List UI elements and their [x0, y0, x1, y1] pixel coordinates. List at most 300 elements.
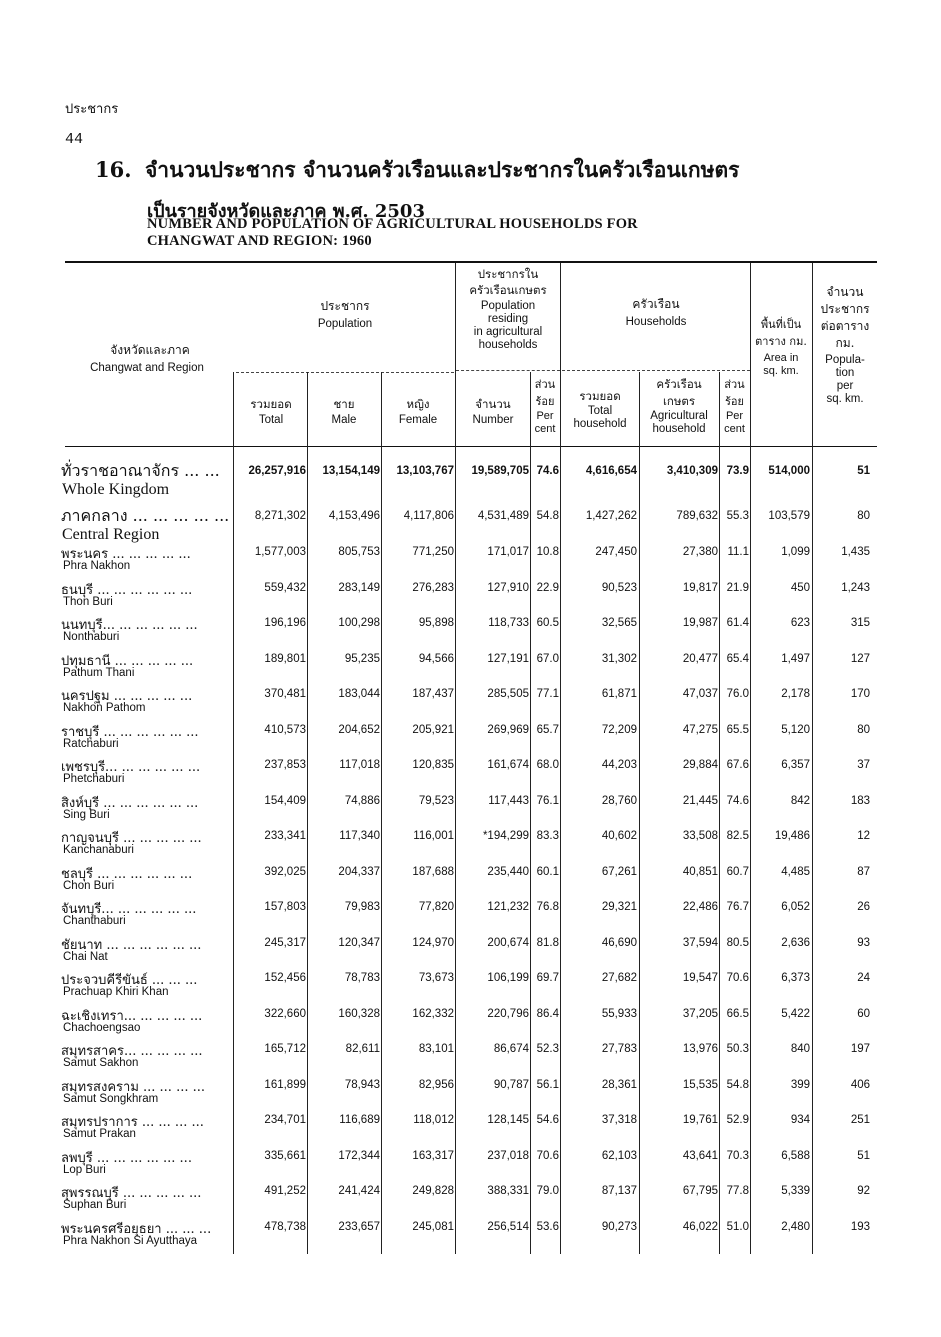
cell-area: 19,486	[774, 830, 810, 842]
row-name-english: Phetchaburi	[63, 773, 125, 785]
cell-total: 410,573	[264, 723, 306, 736]
cell-male: 233,657	[338, 1220, 380, 1233]
cell-hh-total: 4,616,654	[585, 465, 637, 477]
cell-ag-pct: 54.6	[536, 1114, 559, 1126]
top-rule	[65, 261, 877, 263]
cell-density: 51	[857, 465, 870, 477]
cell-density: 406	[850, 1078, 870, 1091]
cell-area: 6,052	[781, 901, 810, 913]
cell-density: 315	[850, 617, 870, 629]
cell-area: 6,357	[781, 759, 810, 771]
cell-hh-total: 55,933	[601, 1007, 637, 1020]
column-rule	[560, 263, 561, 1254]
cell-hh-pct: 65.4	[726, 652, 749, 665]
cell-ag-number: 220,796	[487, 1007, 529, 1020]
cell-ag-pct: 69.7	[536, 972, 559, 984]
cell-area: 934	[790, 1114, 810, 1126]
header-hh-pct-th1: ส่วน	[724, 378, 745, 391]
row-name-thai: ปทุมธานี ... ... ... ... ...	[61, 653, 194, 669]
cell-density: 251	[850, 1114, 870, 1126]
cell-total: 559,432	[264, 581, 306, 594]
header-male-en: Male	[331, 414, 357, 426]
title-thai-line1: จำนวนประชากร จำนวนครัวเรือนและประชากรในครัวเรือนเกษตร	[145, 157, 740, 182]
cell-female: 95,898	[418, 617, 454, 629]
cell-hh-total: 27,682	[601, 972, 637, 984]
cell-density: 170	[850, 688, 870, 700]
column-rule	[233, 372, 234, 1254]
column-rule	[530, 372, 531, 1254]
header-hh-pct-en1: Per	[725, 410, 744, 422]
cell-hh-ag: 40,851	[682, 865, 718, 878]
cell-density: 127	[850, 652, 870, 665]
header-male-th: ชาย	[333, 397, 355, 411]
cell-female: 187,437	[412, 688, 454, 700]
row-name-thai: นครปฐม ... ... ... ... ...	[61, 689, 193, 704]
cell-ag-pct: 81.8	[536, 936, 559, 949]
row-name-thai: ลพบุรี ... ... ... ... ... ...	[61, 1150, 192, 1166]
cell-hh-ag: 47,037	[682, 688, 718, 700]
cell-hh-pct: 74.6	[726, 794, 749, 807]
cell-ag-pct: 10.8	[536, 546, 559, 558]
cell-ag-pct: 74.6	[536, 465, 559, 477]
row-name-thai: สิงห์บุรี ... ... ... ... ... ...	[61, 795, 199, 811]
cell-ag-number: 388,331	[487, 1185, 529, 1197]
row-name-english: Sing Buri	[63, 808, 110, 821]
cell-hh-ag: 19,761	[682, 1114, 718, 1126]
cell-density: 51	[857, 1149, 870, 1162]
cell-density: 12	[857, 830, 870, 842]
cell-male: 283,149	[338, 581, 380, 594]
header-hh-total-en1: Total	[587, 405, 613, 417]
cell-hh-pct: 52.9	[726, 1114, 749, 1126]
cell-ag-pct: 83.3	[536, 830, 559, 842]
cell-total: 392,025	[264, 865, 306, 878]
cell-hh-total: 1,427,262	[585, 510, 637, 522]
cell-ag-pct: 60.1	[536, 865, 559, 878]
header-percent-th2: ร้อย	[535, 395, 555, 408]
cell-total: 245,317	[264, 936, 306, 949]
header-area	[751, 318, 811, 378]
cell-ag-number: 127,191	[487, 652, 529, 665]
cell-area: 1,497	[781, 652, 810, 665]
cell-hh-pct: 51.0	[726, 1220, 749, 1233]
cell-density: 26	[857, 901, 870, 913]
cell-male: 117,340	[339, 830, 380, 842]
row-name-english: Prachuap Khiri Khan	[63, 986, 169, 998]
cell-male: 74,886	[344, 794, 380, 807]
table-title-english	[147, 216, 638, 250]
cell-ag-pct: 54.8	[536, 510, 559, 522]
row-name-english: Central Region	[62, 526, 160, 543]
cell-hh-total: 90,523	[601, 581, 637, 594]
cell-female: 118,012	[413, 1114, 454, 1126]
row-name-english: Pathum Thani	[63, 666, 135, 679]
cell-area: 399	[790, 1078, 810, 1091]
header-density-th1: จำนวน	[826, 285, 864, 299]
cell-hh-total: 44,203	[601, 759, 637, 771]
header-agpop-th1: ประชากรใน	[477, 267, 539, 281]
cell-density: 60	[857, 1007, 870, 1020]
cell-hh-ag: 47,275	[682, 723, 718, 736]
cell-ag-number: 237,018	[487, 1149, 529, 1162]
cell-total: 152,456	[264, 972, 306, 984]
header-number-th: จำนวน	[475, 397, 511, 411]
cell-ag-pct: 68.0	[536, 759, 559, 771]
row-name-thai: สมุทรสงคราม ... ... ... ...	[61, 1079, 206, 1095]
header-population-th: ประชากร	[320, 299, 370, 313]
header-bottom-rule	[65, 446, 877, 447]
cell-hh-ag: 27,380	[682, 546, 718, 558]
cell-ag-pct: 60.5	[536, 617, 559, 629]
cell-female: 73,673	[418, 972, 454, 984]
header-percent-th1: ส่วน	[534, 378, 556, 391]
cell-hh-ag: 15,535	[682, 1078, 718, 1091]
column-rule	[812, 263, 813, 1254]
row-name-english: Samut Prakan	[63, 1128, 136, 1140]
cell-ag-number: 256,514	[487, 1220, 529, 1233]
cell-ag-number: 128,145	[487, 1114, 529, 1126]
cell-male: 117,018	[339, 759, 380, 771]
cell-female: 205,921	[412, 723, 454, 736]
cell-hh-ag: 20,477	[682, 652, 718, 665]
cell-hh-pct: 70.3	[726, 1149, 749, 1162]
cell-hh-total: 28,760	[601, 794, 637, 807]
row-name-thai: สมุทรสาคร... ... ... ... ...	[61, 1044, 203, 1059]
cell-ag-pct: 76.1	[536, 794, 559, 807]
cell-hh-ag: 789,632	[676, 510, 718, 522]
header-total-th: รวมยอด	[250, 397, 292, 411]
cell-ag-number: 285,505	[487, 688, 529, 700]
header-female-th: หญิง	[406, 397, 430, 411]
row-name-english: Kanchanaburi	[63, 844, 134, 856]
cell-area: 5,422	[781, 1007, 810, 1020]
cell-hh-total: 27,783	[601, 1043, 637, 1055]
cell-female: 77,820	[418, 901, 454, 913]
cell-area: 6,373	[781, 972, 810, 984]
cell-area: 6,588	[781, 1149, 810, 1162]
row-name-thai: สุพรรณบุรี ... ... ... ... ...	[61, 1186, 202, 1201]
cell-density: 193	[850, 1220, 870, 1233]
cell-male: 204,337	[338, 865, 380, 878]
row-name-english: Samut Sakhon	[63, 1057, 139, 1069]
cell-ag-number: 4,531,489	[477, 510, 529, 522]
cell-ag-number: 171,017	[487, 546, 529, 558]
cell-female: 249,828	[412, 1185, 454, 1197]
column-rule	[750, 263, 751, 1254]
cell-hh-total: 32,565	[601, 617, 637, 629]
row-name-english: Ratchaburi	[63, 737, 119, 750]
cell-male: 805,753	[338, 546, 380, 558]
cell-ag-pct: 77.1	[536, 688, 559, 700]
row-name-thai: ทั่วราชอาณาจักร ... ...	[61, 461, 220, 480]
cell-density: 1,243	[841, 581, 870, 594]
header-hh-pct-en2: cent	[724, 423, 745, 435]
cell-ag-number: 90,787	[493, 1078, 529, 1091]
cell-female: 245,081	[412, 1220, 454, 1233]
cell-male: 100,298	[338, 617, 380, 629]
header-agpop-th2: ครัวเรือนเกษตร	[469, 283, 547, 297]
header-agpop-en1: Population	[480, 300, 536, 312]
cell-ag-number: 86,674	[493, 1043, 529, 1055]
cell-area: 5,339	[781, 1185, 810, 1197]
cell-hh-total: 247,450	[595, 546, 637, 558]
cell-density: 197	[850, 1043, 870, 1055]
title-thai-line2: เป็นรายจังหวัดและภาค พ.ศ. 2503	[147, 201, 425, 222]
cell-total: 237,853	[264, 759, 306, 771]
cell-total: 1,577,003	[254, 546, 306, 558]
cell-total: 165,712	[264, 1043, 306, 1055]
header-hh-ag-th2: เกษตร	[662, 394, 696, 408]
cell-hh-total: 40,602	[601, 830, 637, 842]
header-number-en: Number	[472, 414, 514, 426]
running-head: ประชากร	[65, 102, 119, 117]
cell-hh-ag: 33,508	[682, 830, 718, 842]
cell-hh-ag: 3,410,309	[666, 465, 718, 477]
cell-area: 4,485	[781, 865, 810, 878]
cell-total: 335,661	[264, 1149, 306, 1162]
cell-area: 103,579	[768, 510, 810, 522]
cell-female: 116,001	[413, 830, 454, 842]
header-density-en3: per	[836, 380, 854, 392]
header-density-en2: tion	[835, 367, 855, 379]
cell-total: 26,257,916	[248, 465, 306, 477]
cell-female: 83,101	[418, 1043, 454, 1055]
row-name-english: Nakhon Pathom	[63, 702, 146, 714]
header-area-th1: พื้นที่เป็น	[760, 318, 802, 331]
cell-hh-pct: 61.4	[726, 617, 749, 629]
cell-density: 1,435	[841, 546, 870, 558]
cell-ag-number: 117,443	[488, 794, 529, 807]
cell-area: 842	[790, 794, 810, 807]
row-name-thai: จันทบุรี... ... ... ... ... ...	[61, 902, 197, 917]
cell-density: 93	[857, 936, 870, 949]
cell-ag-number: 121,232	[487, 901, 529, 913]
cell-total: 234,701	[264, 1114, 306, 1126]
cell-hh-total: 87,137	[601, 1185, 637, 1197]
cell-hh-pct: 76.7	[726, 901, 749, 913]
row-name-english: Chon Buri	[63, 879, 115, 892]
header-percent-en2: cent	[534, 423, 556, 435]
row-name-english: Suphan Buri	[63, 1199, 127, 1211]
cell-hh-pct: 67.6	[726, 759, 749, 771]
cell-hh-pct: 66.5	[726, 1007, 749, 1020]
header-hh-ag	[640, 378, 718, 436]
header-density	[813, 286, 877, 406]
cell-density: 80	[857, 510, 870, 522]
cell-density: 80	[857, 723, 870, 736]
cell-total: 196,196	[264, 617, 306, 629]
header-hh-pct	[720, 378, 749, 436]
cell-hh-total: 37,318	[601, 1114, 637, 1126]
cell-hh-ag: 46,022	[682, 1220, 718, 1233]
header-density-en4: sq. km.	[826, 393, 864, 405]
cell-area: 2,178	[781, 688, 810, 700]
cell-total: 189,801	[264, 652, 306, 665]
cell-density: 92	[857, 1185, 870, 1197]
row-name-thai: นนทบุรี... ... ... ... ... ...	[61, 618, 198, 633]
cell-female: 162,332	[412, 1007, 454, 1020]
cell-male: 78,943	[344, 1078, 380, 1091]
table-number: 16.	[95, 157, 132, 182]
row-name-thai: ภาคกลาง ... ... ... ... ...	[61, 506, 230, 525]
table-title-thai	[95, 154, 739, 187]
row-name-thai: สมุทรปราการ ... ... ... ...	[61, 1115, 204, 1130]
cell-ag-pct: 22.9	[536, 581, 559, 594]
header-hh-total	[562, 390, 638, 431]
cell-hh-pct: 50.3	[726, 1043, 749, 1055]
cell-hh-ag: 43,641	[682, 1149, 718, 1162]
cell-hh-ag: 22,486	[682, 901, 718, 913]
header-hh-ag-en2: household	[652, 423, 706, 435]
row-name-english: Whole Kingdom	[62, 481, 170, 498]
cell-hh-total: 61,871	[601, 688, 637, 700]
cell-ag-pct: 70.6	[536, 1149, 559, 1162]
cell-hh-pct: 77.8	[726, 1185, 749, 1197]
cell-hh-pct: 11.1	[727, 546, 749, 558]
cell-ag-number: 269,969	[487, 723, 529, 736]
header-region-en: Changwat and Region	[90, 362, 204, 374]
cell-hh-total: 28,361	[601, 1078, 637, 1091]
cell-hh-ag: 13,976	[682, 1043, 718, 1055]
row-name-english: Samut Songkhram	[63, 1092, 159, 1105]
cell-area: 1,099	[781, 546, 810, 558]
header-agpop-en4: households	[478, 339, 538, 351]
cell-hh-pct: 73.9	[726, 465, 749, 477]
column-rule	[719, 372, 720, 1254]
cell-ag-number: 200,674	[487, 936, 529, 949]
title-english-line2: CHANGWAT AND REGION: 1960	[147, 233, 372, 249]
cell-hh-total: 62,103	[601, 1149, 637, 1162]
cell-female: 276,283	[412, 581, 454, 594]
row-name-thai: กาญจนบุรี ... ... ... ... ...	[61, 831, 202, 846]
column-rule	[381, 372, 382, 1254]
cell-area: 450	[790, 581, 810, 594]
header-agpop	[456, 268, 560, 352]
header-area-en2: sq. km.	[763, 365, 799, 377]
cell-male: 172,344	[338, 1149, 380, 1162]
cell-hh-ag: 21,445	[682, 794, 718, 807]
cell-male: 13,154,149	[322, 465, 380, 477]
row-name-english: Chanthaburi	[63, 915, 126, 927]
cell-hh-pct: 82.5	[726, 830, 749, 842]
header-female-en: Female	[398, 414, 438, 426]
cell-density: 183	[850, 794, 870, 807]
cell-total: 233,341	[264, 830, 306, 842]
cell-male: 79,983	[344, 901, 380, 913]
header-area-th2: ตาราง กม.	[755, 335, 807, 348]
cell-total: 8,271,302	[254, 510, 306, 522]
cell-female: 163,317	[412, 1149, 454, 1162]
cell-male: 78,783	[344, 972, 380, 984]
cell-male: 116,689	[339, 1114, 380, 1126]
cell-total: 491,252	[264, 1185, 306, 1197]
cell-density: 24	[857, 972, 870, 984]
cell-total: 154,409	[264, 794, 306, 807]
header-region-th: จังหวัดและภาค	[110, 343, 190, 357]
cell-female: 79,523	[418, 794, 454, 807]
cell-ag-pct: 56.1	[536, 1078, 559, 1091]
header-hh-pct-th2: ร้อย	[725, 395, 744, 408]
header-percent	[531, 378, 559, 436]
header-density-en1: Popula-	[825, 354, 865, 366]
cell-area: 623	[790, 617, 810, 629]
cell-female: 4,117,806	[403, 510, 454, 522]
row-name-english: Nonthaburi	[63, 631, 120, 643]
cell-ag-pct: 52.3	[536, 1043, 559, 1055]
cell-ag-number: 118,733	[488, 617, 529, 629]
header-density-th2: ประชากร	[820, 302, 870, 316]
column-rule	[307, 372, 308, 1254]
cell-male: 204,652	[338, 723, 380, 736]
header-households-th: ครัวเรือน	[632, 297, 680, 311]
cell-hh-ag: 67,795	[682, 1185, 718, 1197]
cell-male: 95,235	[344, 652, 380, 665]
cell-hh-total: 90,273	[601, 1220, 637, 1233]
cell-ag-number: 235,440	[487, 865, 529, 878]
cell-hh-ag: 19,817	[682, 581, 718, 594]
cell-density: 37	[857, 759, 870, 771]
cell-female: 771,250	[412, 546, 454, 558]
cell-male: 82,611	[345, 1043, 380, 1055]
cell-hh-ag: 37,205	[682, 1007, 718, 1020]
header-percent-en1: Per	[536, 410, 554, 422]
header-hh-total-th: รวมยอด	[579, 389, 621, 403]
cell-ag-pct: 53.6	[536, 1220, 559, 1233]
cell-male: 183,044	[338, 688, 380, 700]
cell-female: 124,970	[412, 936, 454, 949]
cell-ag-pct: 65.7	[536, 723, 559, 736]
cell-hh-pct: 76.0	[726, 688, 749, 700]
cell-ag-number: 106,199	[487, 972, 529, 984]
header-dash-population	[236, 372, 454, 373]
row-name-thai: ชัยนาท ... ... ... ... ... ...	[61, 937, 202, 953]
header-hh-total-en2: household	[573, 418, 627, 430]
cell-ag-number: 161,674	[487, 759, 529, 771]
cell-ag-number: 127,910	[487, 581, 529, 594]
row-name-thai: พระนครศรีอยุธยา ... ... ...	[61, 1221, 212, 1237]
cell-ag-number: *194,299	[482, 830, 529, 842]
cell-area: 5,120	[781, 723, 810, 736]
cell-hh-pct: 70.6	[726, 972, 749, 984]
title-english-line1: NUMBER AND POPULATION OF AGRICULTURAL HOUSEHOLDS FOR	[147, 216, 638, 232]
header-population-en: Population	[317, 318, 373, 330]
cell-hh-total: 29,321	[601, 901, 637, 913]
header-density-th4: กม.	[835, 336, 855, 350]
cell-hh-pct: 55.3	[726, 510, 749, 522]
column-rule	[455, 263, 456, 1254]
cell-hh-ag: 19,547	[682, 972, 718, 984]
row-name-thai: เพชรบุรี... ... ... ... ... ...	[61, 760, 201, 775]
cell-female: 13,103,767	[396, 465, 454, 477]
cell-female: 94,566	[418, 652, 454, 665]
cell-male: 120,347	[338, 936, 380, 949]
cell-area: 514,000	[768, 465, 810, 477]
header-dash-households	[562, 370, 750, 371]
cell-hh-pct: 54.8	[726, 1078, 749, 1091]
cell-hh-total: 31,302	[601, 652, 637, 665]
header-households-en: Households	[625, 316, 687, 328]
header-area-en1: Area in	[763, 352, 799, 364]
row-name-thai: ราชบุรี ... ... ... ... ... ...	[61, 724, 199, 740]
cell-ag-pct: 76.8	[536, 901, 559, 913]
cell-area: 840	[790, 1043, 810, 1055]
row-name-english: Lop Buri	[63, 1163, 106, 1176]
cell-ag-pct: 79.0	[536, 1185, 559, 1197]
cell-hh-ag: 37,594	[682, 936, 718, 949]
cell-area: 2,636	[781, 936, 810, 949]
row-name-english: Thon Buri	[63, 595, 113, 608]
cell-ag-pct: 86.4	[536, 1007, 559, 1020]
